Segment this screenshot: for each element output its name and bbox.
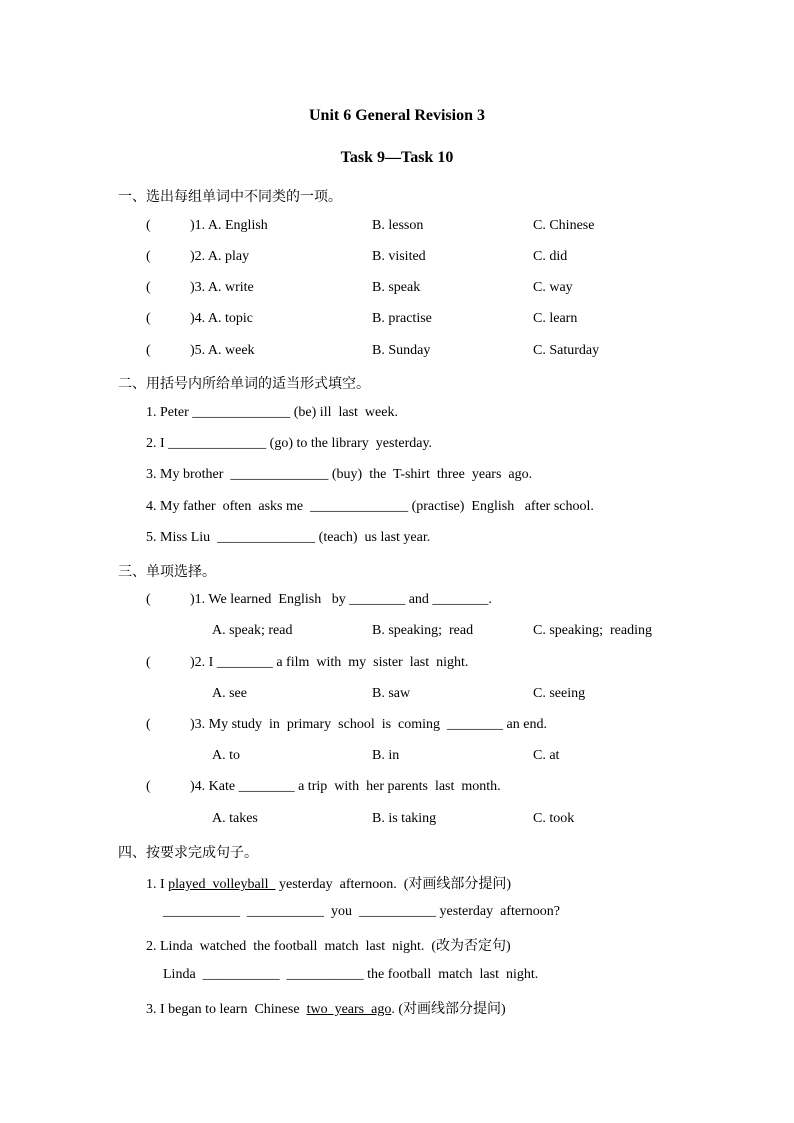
option-b: B. speaking; read bbox=[372, 623, 474, 638]
option-b: B. is taking bbox=[372, 811, 437, 826]
option-c: C. seeing bbox=[533, 686, 586, 701]
option-a: )3. A. write bbox=[190, 280, 254, 295]
fill-blank-line: 1. Peter ______________ (be) ill last week. bbox=[146, 405, 398, 420]
fill-blank-line: 3. My brother ______________ (buy) the T-shirt three years ago. bbox=[146, 467, 533, 482]
option-a: )4. A. topic bbox=[190, 311, 253, 326]
option-b: B. speak bbox=[372, 280, 421, 295]
option-c: C. Chinese bbox=[533, 218, 595, 233]
section-2-heading: 二、用括号内所给单词的适当形式填空。 bbox=[118, 376, 370, 392]
q3-underlined: two years ago bbox=[306, 1002, 392, 1017]
question-stem: )3. My study in primary school is coming ________ an end. bbox=[190, 717, 547, 732]
option-b: B. practise bbox=[372, 311, 432, 326]
option-b: B. lesson bbox=[372, 218, 424, 233]
answer-paren: ( bbox=[146, 592, 151, 607]
q3-suffix: . (对画线部分提问) bbox=[391, 1002, 506, 1017]
option-a: A. see bbox=[212, 686, 247, 701]
option-c: C. Saturday bbox=[533, 343, 600, 358]
fill-blank-line: 5. Miss Liu ______________ (teach) us last year. bbox=[146, 530, 431, 545]
option-a: A. to bbox=[212, 748, 240, 763]
option-b: B. Sunday bbox=[372, 343, 431, 358]
fill-blank-line: 2. I ______________ (go) to the library yesterday. bbox=[146, 436, 433, 451]
section-4-heading: 四、按要求完成句子。 bbox=[118, 845, 258, 861]
q3-prefix: 3. I began to learn Chinese bbox=[146, 1002, 307, 1017]
answer-paren: ( bbox=[146, 779, 151, 794]
section-1-heading: 一、选出每组单词中不同类的一项。 bbox=[118, 189, 342, 205]
answer-paren: ( bbox=[146, 311, 151, 326]
answer-paren: ( bbox=[146, 280, 151, 295]
option-a: )5. A. week bbox=[190, 343, 255, 358]
answer-paren: ( bbox=[146, 249, 151, 264]
option-a: A. speak; read bbox=[212, 623, 293, 638]
option-b: B. saw bbox=[372, 686, 411, 701]
option-c: C. learn bbox=[533, 311, 578, 326]
option-a: )1. A. English bbox=[190, 218, 268, 233]
option-c: C. at bbox=[533, 748, 560, 763]
option-c: C. speaking; reading bbox=[533, 623, 652, 638]
question-stem: )4. Kate ________ a trip with her parents last month. bbox=[190, 779, 501, 794]
section-3-heading: 三、单项选择。 bbox=[118, 564, 216, 580]
page-title: Unit 6 General Revision 3 bbox=[309, 107, 485, 124]
page-subtitle: Task 9—Task 10 bbox=[340, 149, 454, 166]
q1-prefix: 1. I bbox=[146, 877, 169, 892]
rewrite-question-2: 2. Linda watched the football match last night. (改为否定句) bbox=[146, 939, 511, 954]
option-c: C. did bbox=[533, 249, 568, 264]
option-b: B. in bbox=[372, 748, 400, 763]
answer-line-1: ___________ ___________ you ___________ yesterday afternoon? bbox=[163, 904, 560, 919]
question-stem: )2. I ________ a film with my sister last night. bbox=[190, 655, 469, 670]
option-a: )2. A. play bbox=[190, 249, 250, 264]
answer-paren: ( bbox=[146, 717, 151, 732]
option-a: A. takes bbox=[212, 811, 258, 826]
answer-line-2: Linda ___________ ___________ the football match last night. bbox=[163, 967, 539, 982]
answer-paren: ( bbox=[146, 655, 151, 670]
option-c: C. way bbox=[533, 280, 573, 295]
answer-paren: ( bbox=[146, 343, 151, 358]
rewrite-question-3 bbox=[146, 998, 506, 1018]
q1-underlined: played volleyball bbox=[168, 877, 276, 892]
fill-blank-line: 4. My father often asks me ______________ (practise) English after school. bbox=[146, 499, 594, 514]
answer-paren: ( bbox=[146, 218, 151, 233]
rewrite-question-1 bbox=[146, 873, 511, 893]
question-stem: )1. We learned English by ________ and ________. bbox=[190, 592, 492, 607]
q1-suffix: yesterday afternoon. (对画线部分提问) bbox=[275, 877, 512, 892]
option-c: C. took bbox=[533, 811, 575, 826]
option-b: B. visited bbox=[372, 249, 426, 264]
